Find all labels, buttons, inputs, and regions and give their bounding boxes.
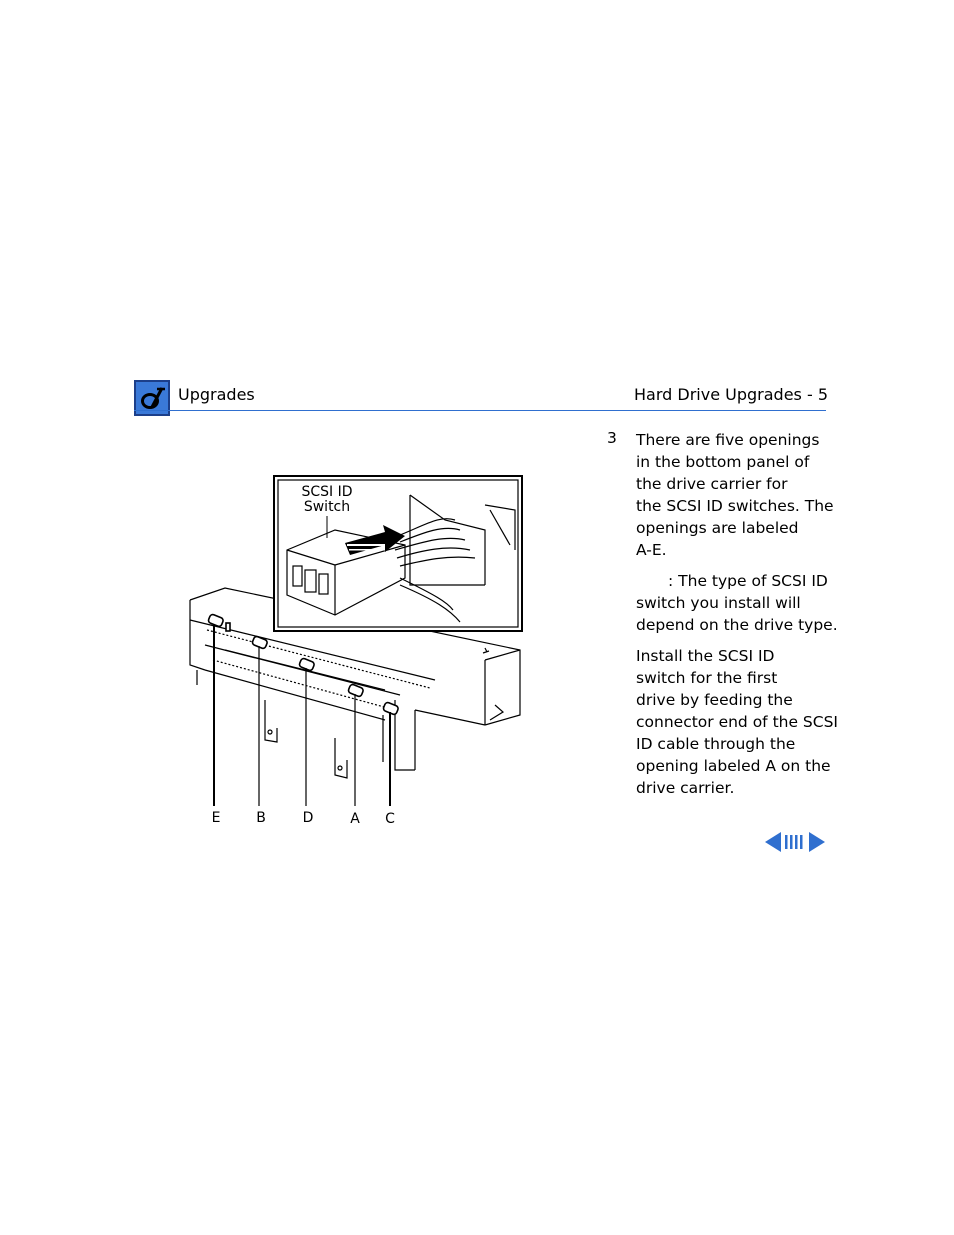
note-line: switch you install will bbox=[636, 594, 801, 612]
opening-label-b: B bbox=[256, 810, 266, 826]
step-number: 3 bbox=[607, 429, 617, 447]
step-line: in the bottom panel of bbox=[636, 453, 810, 471]
step-line: the drive carrier for bbox=[636, 475, 788, 493]
opening-label-c: C bbox=[385, 811, 395, 827]
instruction-paragraph bbox=[636, 645, 836, 799]
step-text-column bbox=[636, 429, 836, 808]
step-line: A-E. bbox=[636, 541, 667, 559]
section-title: Upgrades bbox=[178, 385, 255, 404]
opening-label-a: A bbox=[350, 811, 360, 827]
callout-text-line2: Switch bbox=[303, 499, 351, 515]
step-line: the SCSI ID switches. The bbox=[636, 497, 834, 515]
page-index-bars-icon[interactable] bbox=[785, 835, 803, 849]
step-line: There are five openings bbox=[636, 431, 820, 449]
opening-label-d: D bbox=[302, 810, 314, 826]
instruction-line: switch for the first bbox=[636, 669, 778, 687]
drive-carrier-illustration bbox=[185, 470, 530, 830]
instruction-line: ID cable through the bbox=[636, 735, 796, 753]
previous-page-arrow-icon[interactable] bbox=[765, 832, 781, 852]
instruction-line: drive carrier. bbox=[636, 779, 735, 797]
instruction-line: connector end of the SCSI bbox=[636, 713, 838, 731]
instruction-line: opening labeled A on the bbox=[636, 757, 831, 775]
scsi-switch-inset bbox=[274, 476, 522, 631]
step-description bbox=[636, 429, 836, 561]
next-page-arrow-icon[interactable] bbox=[809, 832, 825, 852]
note-line: : The type of SCSI ID bbox=[668, 572, 828, 590]
header-divider bbox=[134, 410, 826, 411]
note-line: depend on the drive type. bbox=[636, 616, 838, 634]
page-title: Hard Drive Upgrades - 5 bbox=[634, 385, 828, 404]
label-leader-lines bbox=[214, 625, 390, 806]
note-paragraph bbox=[636, 570, 836, 636]
instruction-line: Install the SCSI ID bbox=[636, 647, 775, 665]
step-line: openings are labeled bbox=[636, 519, 799, 537]
instruction-line: drive by feeding the bbox=[636, 691, 793, 709]
callout-text-line1: SCSI ID bbox=[301, 484, 353, 500]
opening-label-e: E bbox=[211, 810, 221, 826]
page-navigation bbox=[763, 828, 827, 856]
